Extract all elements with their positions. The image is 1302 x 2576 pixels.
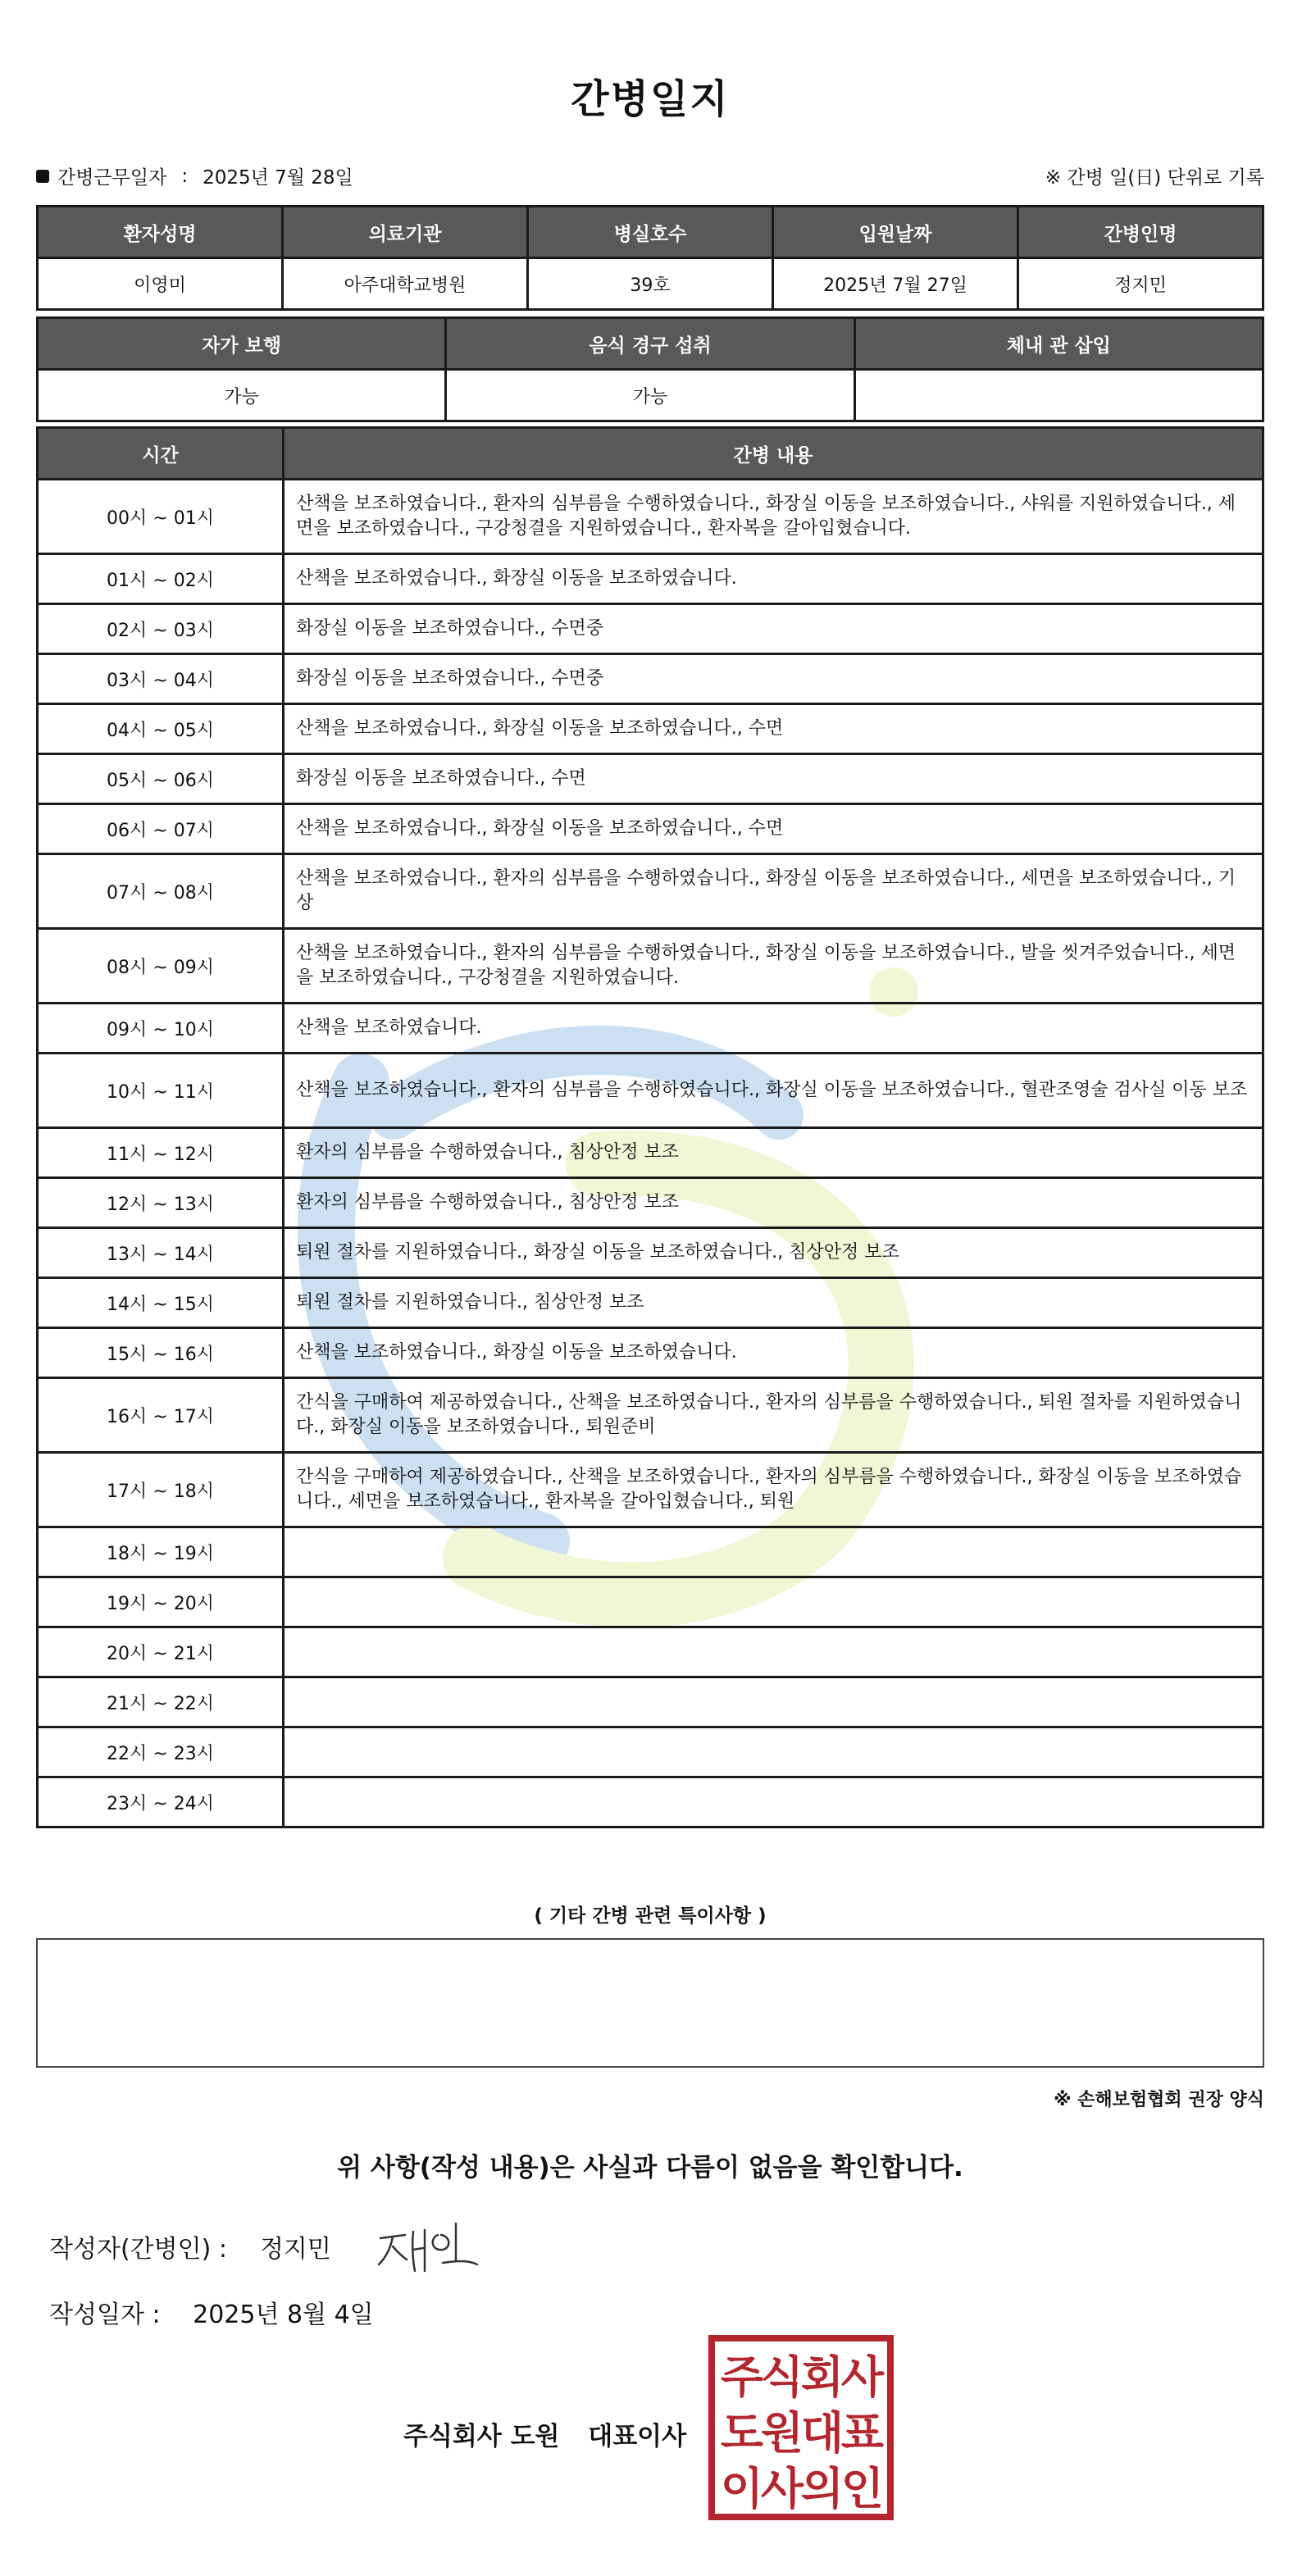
care-log-row <box>38 1328 1263 1378</box>
care-log-content: 화장실 이동을 보조하였습니다., 수면중 <box>284 654 1263 704</box>
ability-value-row <box>38 370 1263 421</box>
care-log-content: 퇴원 절차를 지원하였습니다., 침상안정 보조 <box>284 1278 1263 1328</box>
header-admission-date: 입원날짜 <box>773 207 1018 258</box>
care-log-content <box>284 1777 1263 1827</box>
care-log-header-row <box>38 428 1263 480</box>
header-room: 병실호수 <box>528 207 773 258</box>
writer-name: 정지민 <box>259 2235 331 2264</box>
care-log-content <box>284 1727 1263 1777</box>
svg-text:사: 사 <box>840 2351 885 2403</box>
care-log-content: 화장실 이동을 보조하였습니다., 수면 <box>284 754 1263 804</box>
header-self-walking: 자가 보행 <box>38 318 446 370</box>
care-log-time: 14시 ~ 15시 <box>38 1278 284 1328</box>
room-number: 39호 <box>528 258 773 310</box>
duty-date <box>36 162 353 189</box>
signature-image <box>372 2214 495 2279</box>
care-log-row <box>38 929 1263 1004</box>
svg-text:인: 인 <box>840 2463 885 2515</box>
remarks-box <box>36 1938 1264 2068</box>
care-log-content: 산책을 보조하였습니다., 환자의 심부름을 수행하였습니다., 화장실 이동을 보조하였습니다., 발을 씻겨주었습니다., 세면을 보조하였습니다., 구강청결을 지원하였습니다. <box>284 929 1263 1004</box>
care-log-time: 17시 ~ 18시 <box>38 1453 284 1527</box>
care-log-row <box>38 754 1263 804</box>
ability-table <box>36 316 1264 422</box>
care-log-time: 23시 ~ 24시 <box>38 1777 284 1827</box>
care-log-content: 산책을 보조하였습니다., 화장실 이동을 보조하였습니다., 수면 <box>284 804 1263 854</box>
patient-table <box>36 205 1264 311</box>
meta-row <box>36 162 1264 192</box>
care-log-row <box>38 480 1263 554</box>
care-log-time: 03시 ~ 04시 <box>38 654 284 704</box>
care-log-row <box>38 654 1263 704</box>
header-oral-intake: 음식 경구 섭취 <box>446 318 854 370</box>
date-label: 작성일자 : <box>49 2301 161 2329</box>
care-log-time: 16시 ~ 17시 <box>38 1378 284 1453</box>
care-log-time: 10시 ~ 11시 <box>38 1054 284 1128</box>
ability-header-row <box>38 318 1263 370</box>
tube-insertion-value <box>854 370 1263 421</box>
care-log-time: 08시 ~ 09시 <box>38 929 284 1004</box>
care-log-content <box>284 1677 1263 1727</box>
svg-text:도: 도 <box>720 2407 764 2459</box>
header-caregiver: 간병인명 <box>1018 207 1263 258</box>
header-tube-insertion: 체내 관 삽입 <box>854 318 1263 370</box>
care-log-content: 산책을 보조하였습니다. <box>284 1004 1263 1054</box>
care-log-time: 15시 ~ 16시 <box>38 1328 284 1378</box>
company-signoff <box>403 2415 706 2452</box>
care-log-time: 19시 ~ 20시 <box>38 1577 284 1627</box>
care-log-row <box>38 1627 1263 1677</box>
care-log-row <box>38 1278 1263 1328</box>
care-log-time: 06시 ~ 07시 <box>38 804 284 854</box>
care-log-row <box>38 1054 1263 1128</box>
writer-label: 작성자(간병인) : <box>49 2235 227 2264</box>
care-log-content: 산책을 보조하였습니다., 화장실 이동을 보조하였습니다., 수면 <box>284 704 1263 754</box>
care-log-content: 환자의 심부름을 수행하였습니다., 침상안정 보조 <box>284 1128 1263 1178</box>
care-log-time: 09시 ~ 10시 <box>38 1004 284 1054</box>
care-log-content <box>284 1627 1263 1677</box>
care-log-content <box>284 1527 1263 1577</box>
header-time: 시간 <box>38 428 284 480</box>
care-log-time: 13시 ~ 14시 <box>38 1228 284 1278</box>
duty-date-colon: : <box>181 165 189 187</box>
care-log-row <box>38 1727 1263 1777</box>
care-log-time: 04시 ~ 05시 <box>38 704 284 754</box>
writer-row <box>49 2214 495 2279</box>
svg-text:이: 이 <box>720 2463 764 2515</box>
date-row <box>49 2294 374 2330</box>
care-log-row <box>38 1453 1263 1527</box>
care-log-table <box>36 426 1264 1828</box>
care-log-time: 00시 ~ 01시 <box>38 480 284 554</box>
care-log-content: 간식을 구매하여 제공하였습니다., 산책을 보조하였습니다., 환자의 심부름을 수행하였습니다., 퇴원 절차를 지원하였습니다., 화장실 이동을 보조하였습니다., 퇴원준비 <box>284 1378 1263 1453</box>
patient-value-row <box>38 258 1263 310</box>
svg-text:의: 의 <box>800 2463 844 2515</box>
care-log-time: 21시 ~ 22시 <box>38 1677 284 1727</box>
svg-text:대: 대 <box>800 2407 844 2459</box>
header-care-content: 간병 내용 <box>284 428 1263 480</box>
care-log-time: 20시 ~ 21시 <box>38 1627 284 1677</box>
care-log-content: 산책을 보조하였습니다., 환자의 심부름을 수행하였습니다., 화장실 이동을 보조하였습니다., 세면을 보조하였습니다., 기상 <box>284 854 1263 929</box>
care-log-time: 11시 ~ 12시 <box>38 1128 284 1178</box>
document-title: 간병일지 <box>571 76 730 122</box>
form-note: ※ 손해보험협회 권장 양식 <box>1054 2090 1264 2110</box>
svg-text:주: 주 <box>720 2351 764 2403</box>
care-log-content <box>284 1577 1263 1627</box>
company-name: 주식회사 도원 <box>403 2422 560 2451</box>
care-log-content: 환자의 심부름을 수행하였습니다., 침상안정 보조 <box>284 1178 1263 1228</box>
care-log-row <box>38 554 1263 604</box>
care-log-row <box>38 704 1263 754</box>
care-log-content: 산책을 보조하였습니다., 환자의 심부름을 수행하였습니다., 화장실 이동을 보조하였습니다., 샤워를 지원하였습니다., 세면을 보조하였습니다., 구강청결을 지원하였습니다., 환자복을 갈아입혔습니다. <box>284 480 1263 554</box>
care-log-row <box>38 804 1263 854</box>
bullet-square-icon <box>36 170 49 183</box>
care-log-time: 02시 ~ 03시 <box>38 604 284 654</box>
care-log-row <box>38 1004 1263 1054</box>
care-log-content: 산책을 보조하였습니다., 환자의 심부름을 수행하였습니다., 화장실 이동을 보조하였습니다., 혈관조영술 검사실 이동 보조 <box>284 1054 1263 1128</box>
caregiver-name: 정지민 <box>1018 258 1263 310</box>
care-log-row <box>38 1677 1263 1727</box>
care-log-content: 퇴원 절차를 지원하였습니다., 화장실 이동을 보조하였습니다., 침상안정 보조 <box>284 1228 1263 1278</box>
care-log-time: 18시 ~ 19시 <box>38 1527 284 1577</box>
care-log-body <box>38 480 1263 1827</box>
self-walking-value: 가능 <box>38 370 446 421</box>
care-log-row <box>38 1228 1263 1278</box>
oral-intake-value: 가능 <box>446 370 854 421</box>
svg-text:회: 회 <box>800 2351 844 2403</box>
patient-header-row <box>38 207 1263 258</box>
care-log-row <box>38 1178 1263 1228</box>
care-log-content: 화장실 이동을 보조하였습니다., 수면중 <box>284 604 1263 654</box>
remarks-title: ( 기타 간병 관련 특이사항 ) <box>534 1905 767 1927</box>
svg-text:식: 식 <box>760 2351 804 2403</box>
svg-text:표: 표 <box>840 2407 885 2459</box>
company-seal-icon <box>708 2335 894 2520</box>
patient-name: 이영미 <box>38 258 283 310</box>
confirmation-statement: 위 사항(작성 내용)은 사실과 다름이 없음을 확인합니다. <box>337 2153 963 2182</box>
care-log-time: 01시 ~ 02시 <box>38 554 284 604</box>
duty-date-value: 2025년 7월 28일 <box>203 167 353 189</box>
care-log-time: 07시 ~ 08시 <box>38 854 284 929</box>
care-log-row <box>38 1128 1263 1178</box>
svg-text:사: 사 <box>760 2463 804 2515</box>
unit-note: ※ 간병 일(日) 단위로 기록 <box>1045 167 1264 189</box>
care-log-row <box>38 854 1263 929</box>
care-log-row <box>38 604 1263 654</box>
care-log-row <box>38 1577 1263 1627</box>
duty-date-label: 간병근무일자 <box>57 167 167 189</box>
care-log-content: 산책을 보조하였습니다., 화장실 이동을 보조하였습니다. <box>284 1328 1263 1378</box>
care-log-content: 산책을 보조하였습니다., 화장실 이동을 보조하였습니다. <box>284 554 1263 604</box>
care-log-row <box>38 1527 1263 1577</box>
date-value: 2025년 8월 4일 <box>193 2301 374 2329</box>
care-log-row <box>38 1378 1263 1453</box>
header-hospital: 의료기관 <box>283 207 528 258</box>
care-log-time: 05시 ~ 06시 <box>38 754 284 804</box>
care-log-row <box>38 1777 1263 1827</box>
svg-text:원: 원 <box>760 2407 804 2459</box>
care-log-content: 간식을 구매하여 제공하였습니다., 산책을 보조하였습니다., 환자의 심부름을 수행하였습니다., 화장실 이동을 보조하였습니다., 세면을 보조하였습니다., 환자복을 갈아입혔습니다., 퇴원 <box>284 1453 1263 1527</box>
hospital-name: 아주대학교병원 <box>283 258 528 310</box>
care-log-time: 22시 ~ 23시 <box>38 1727 284 1777</box>
header-patient-name: 환자성명 <box>38 207 283 258</box>
care-log-time: 12시 ~ 13시 <box>38 1178 284 1228</box>
ceo-title: 대표이사 <box>588 2422 687 2451</box>
admission-date: 2025년 7월 27일 <box>773 258 1018 310</box>
